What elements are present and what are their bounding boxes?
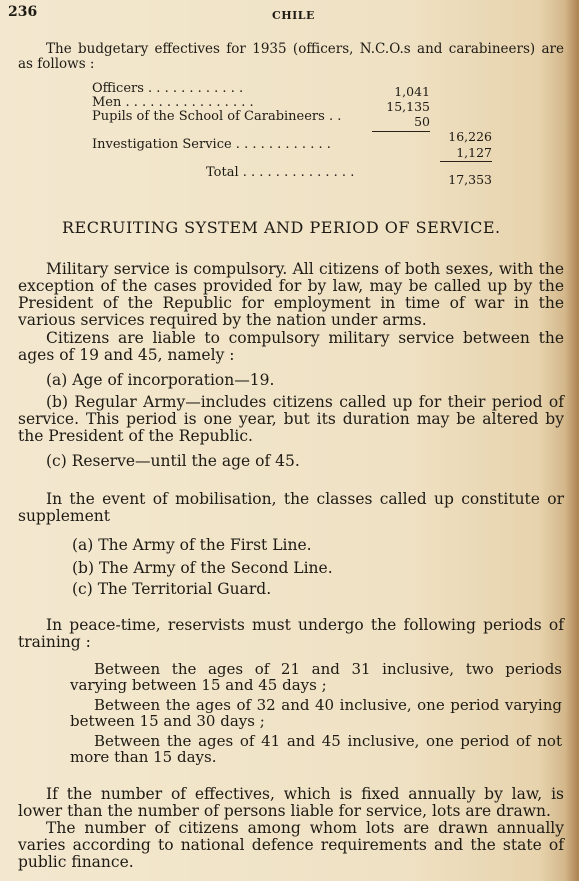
pupils-label: Pupils of the School of Carabineers . .	[92, 109, 342, 124]
page-number: 236	[8, 4, 38, 20]
paragraph-liability: Citizens are liable to compulsory military service between the ages of 19 and 45, namely :	[18, 329, 564, 364]
training-period-1-text: Between the ages of 21 and 31 inclusive, two periods varying between 15 and 45 days ;	[70, 660, 562, 694]
men-label: Men . . . . . . . . . . . . . . . .	[92, 95, 254, 110]
paragraph-military-service: Military service is compulsory. All citizens of both sexes, with the exception of the cases provided for by law, may be called up by the President of the Republic for employment in time of war in the various services required by the nation under arms.	[18, 260, 564, 329]
training-period-2-text: Between the ages of 32 and 40 inclusive, one period varying between 15 and 30 days ;	[70, 696, 562, 730]
list-item-first-line: (a) The Army of the First Line.	[72, 536, 312, 554]
page-edge-shadow	[565, 0, 579, 881]
intro-paragraph: The budgetary effectives for 1935 (officers, N.C.O.s and carabineers) are as follows :	[18, 41, 564, 72]
training-period-3	[70, 733, 562, 765]
investigation-value: 1,127	[456, 145, 492, 160]
officers-value: 1,041	[394, 84, 430, 99]
men-value: 15,135	[386, 99, 430, 114]
paragraph-citizens-number: The number of citizens among whom lots are drawn annually varies according to national defence requirements and the state of public finance.	[18, 819, 564, 871]
pupils-value: 50	[414, 114, 430, 129]
subtotal-rule	[372, 131, 430, 132]
paragraph-mobilisation: In the event of mobilisation, the classes called up constitute or supplement	[18, 490, 564, 525]
list-item-reserve: (c) Reserve—until the age of 45.	[46, 452, 300, 470]
paragraph-lots-drawn: If the number of effectives, which is fixed annually by law, is lower than the number of persons liable for service, lots are drawn.	[18, 785, 564, 820]
total-value: 17,353	[448, 172, 492, 187]
training-period-2	[70, 697, 562, 729]
running-title: CHILE	[272, 9, 315, 22]
subtotal-value: 16,226	[448, 129, 492, 144]
list-item-second-line: (b) The Army of the Second Line.	[72, 559, 333, 577]
investigation-label: Investigation Service . . . . . . . . . . . .	[92, 137, 331, 152]
total-label: Total . . . . . . . . . . . . . .	[206, 165, 355, 180]
training-period-1	[70, 661, 562, 693]
officers-label: Officers . . . . . . . . . . . .	[92, 81, 244, 96]
paragraph-peace-time: In peace-time, reservists must undergo the following periods of training :	[18, 616, 564, 651]
total-rule	[440, 161, 492, 162]
list-item-territorial-guard: (c) The Territorial Guard.	[72, 580, 272, 598]
list-item-incorporation: (a) Age of incorporation—19.	[46, 371, 275, 389]
list-item-regular-army: (b) Regular Army—includes citizens called up for their period of service. This period is one year, but its duration may be altered by the President of the Republic.	[18, 393, 564, 445]
training-period-3-text: Between the ages of 41 and 45 inclusive, one period of not more than 15 days.	[70, 732, 562, 766]
section-heading: RECRUITING SYSTEM AND PERIOD OF SERVICE.	[62, 218, 501, 237]
